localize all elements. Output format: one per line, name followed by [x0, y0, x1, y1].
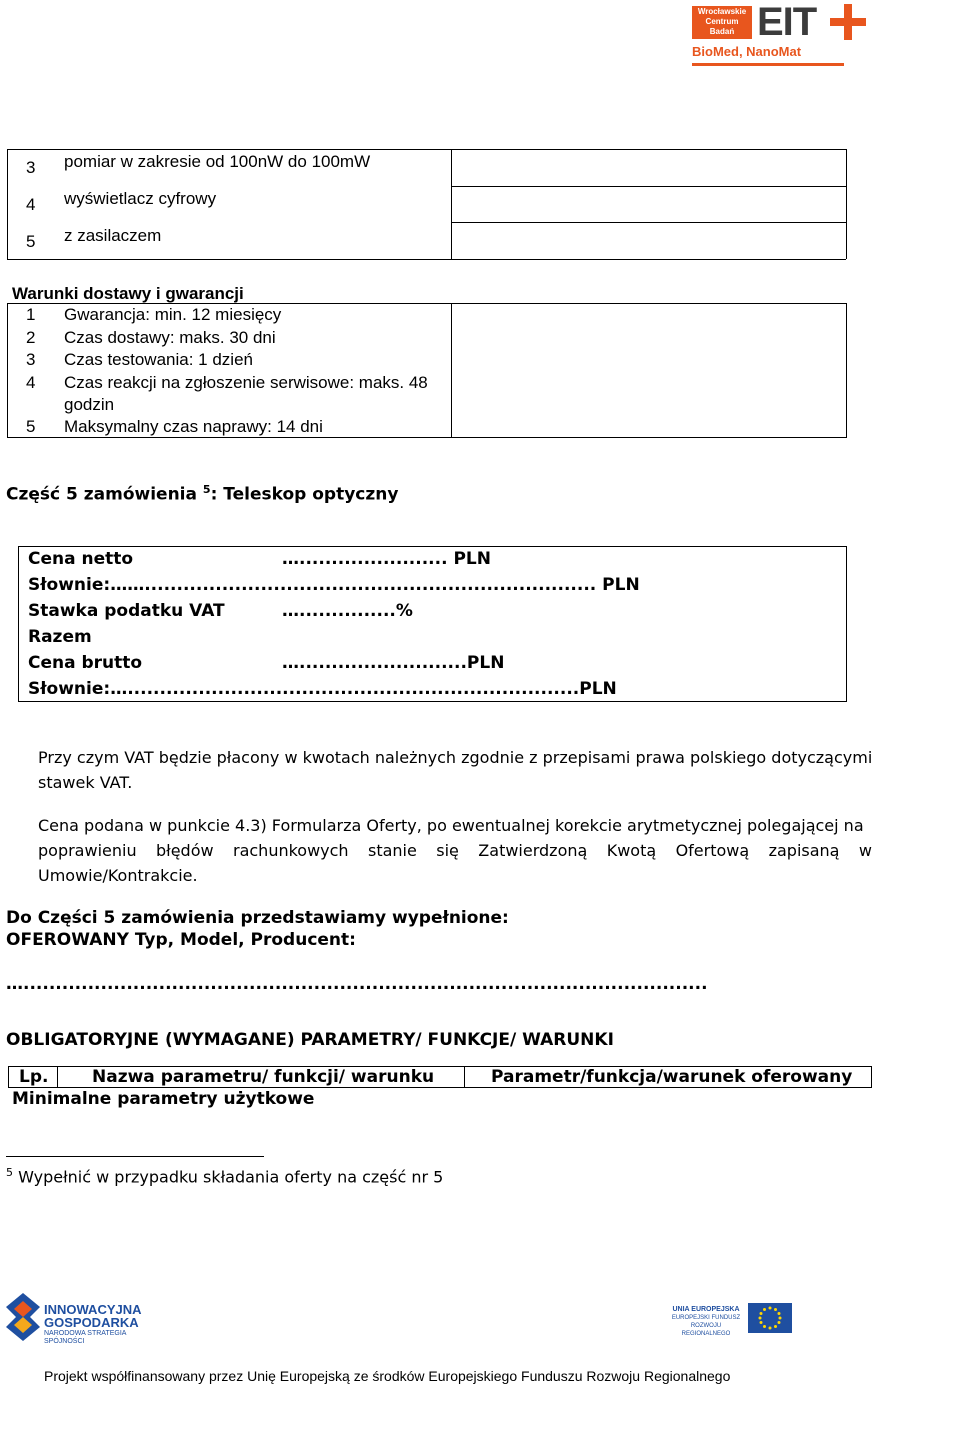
wcb-logo-box [692, 6, 752, 39]
eu-line1: UNIA EUROPEJSKA [672, 1306, 740, 1313]
table-row-num: 5 [26, 417, 36, 436]
net-price-label: Cena netto [28, 549, 134, 569]
innowacyjna-gospodarka-logo [6, 1293, 156, 1345]
min-params-label: Minimalne parametry użytkowe [12, 1089, 315, 1109]
table-row-num: 2 [26, 328, 36, 347]
col-param-offered: Parametr/funkcja/warunek oferowany [491, 1067, 853, 1087]
vat-paragraph-line2: stawek VAT. [38, 773, 133, 792]
required-params-heading: OBLIGATORYJNE (WYMAGANE) PARAMETRY/ FUNKCJE/ WARUNKI [6, 1030, 614, 1050]
price-paragraph-line3: Umowie/Kontrakcie. [38, 866, 198, 885]
table-row-text: Czas dostawy: maks. 30 dni [64, 328, 276, 347]
table-row-num: 3 [26, 350, 36, 369]
logo-box-line3: Badań [709, 27, 735, 36]
vat-paragraph-line1: Przy czym VAT będzie płacony w kwotach należnych zgodnie z przepisami prawa polskiego dotyczącymi [38, 748, 873, 767]
eu-flag-icon [748, 1303, 792, 1333]
logo-box-line1: Wrocławskie [697, 7, 747, 16]
innowacyjna-line3: NARODOWA STRATEGIA SPÓJNOŚCI [44, 1330, 127, 1345]
eu-logo [668, 1303, 793, 1337]
innowacyjna-line1: INNOWACYJNA [44, 1302, 142, 1317]
total-label: Razem [28, 627, 92, 647]
offered-model-label: OFEROWANY Typ, Model, Producent: [6, 930, 356, 950]
net-price-value: …....................... PLN [282, 549, 491, 569]
table-row-text: z zasilaczem [64, 226, 162, 245]
innowacyjna-line2: GOSPODARKA [44, 1315, 139, 1330]
table-row-text: wyświetlacz cyfrowy [64, 189, 217, 208]
vat-rate-label: Stawka podatku VAT [28, 601, 225, 621]
part5-heading [6, 483, 398, 505]
table-row-num: 4 [26, 195, 36, 214]
logo-subtitle: BioMed, NanoMat [692, 44, 802, 59]
table-row-text-cont: godzin [64, 395, 115, 414]
footnote-num: 5 [6, 1166, 13, 1179]
plus-logo-icon [830, 4, 866, 40]
footnote-ref: 5 [202, 483, 211, 496]
col-param-name: Nazwa parametru/ funkcji/ warunku [92, 1067, 435, 1087]
gross-price-label: Cena brutto [28, 653, 143, 673]
eu-line3: ROZWOJU REGIONALNEGO [681, 1323, 731, 1337]
delivery-heading: Warunki dostawy i gwarancji [12, 284, 244, 303]
eit-logo-text: EIT [757, 0, 817, 44]
table-row-num: 3 [26, 158, 36, 177]
table-row-num: 5 [26, 232, 36, 251]
table-row-text: Czas testowania: 1 dzień [64, 350, 253, 369]
table-row-num: 1 [26, 305, 36, 324]
table-row-text: pomiar w zakresie od 100nW do 100mW [64, 152, 371, 171]
part5-heading-suffix: : Teleskop optyczny [210, 484, 399, 505]
eu-line2: EUROPEJSKI FUNDUSZ [671, 1315, 741, 1321]
vat-rate-value: …...............% [282, 601, 413, 621]
table-row-text: Gwarancja: min. 12 miesięcy [64, 305, 282, 324]
footer-cofinancing-text: Projekt współfinansowany przez Unię Europejską ze środków Europejskiego Funduszu Rozwoju Regionalnego [44, 1368, 731, 1384]
offered-model-blank: ….......................................................................................................... [6, 974, 708, 994]
logo-box-line2: Centrum [705, 17, 739, 26]
col-lp: Lp. [19, 1067, 49, 1087]
part5-heading-prefix: Część 5 zamówienia [6, 484, 203, 505]
table-row-num: 4 [26, 373, 36, 392]
logo-underline [692, 63, 844, 66]
table-row-text: Maksymalny czas naprawy: 14 dni [64, 417, 323, 436]
offer-intro: Do Części 5 zamówienia przedstawiamy wypełnione: [6, 908, 509, 928]
price-paragraph-line2: poprawieniu błędów rachunkowych stanie się Zatwierdzoną Kwotą Ofertową zapisaną w [38, 841, 872, 860]
price-paragraph-line1: Cena podana w punkcie 4.3) Formularza Oferty, po ewentualnej korekcie arytmetycznej polegającej na [38, 816, 864, 835]
footnote [6, 1166, 443, 1186]
gross-price-value: …..........................PLN [282, 653, 505, 673]
gross-price-words: Słownie:…......................................................................PLN [28, 679, 617, 699]
net-price-words: Słownie:……...................................................................... PLN [28, 575, 640, 595]
footnote-separator [6, 1156, 264, 1157]
table-row-text: Czas reakcji na zgłoszenie serwisowe: maks. 48 [64, 373, 428, 392]
footnote-text: Wypełnić w przypadku składania oferty na część nr 5 [13, 1167, 444, 1187]
